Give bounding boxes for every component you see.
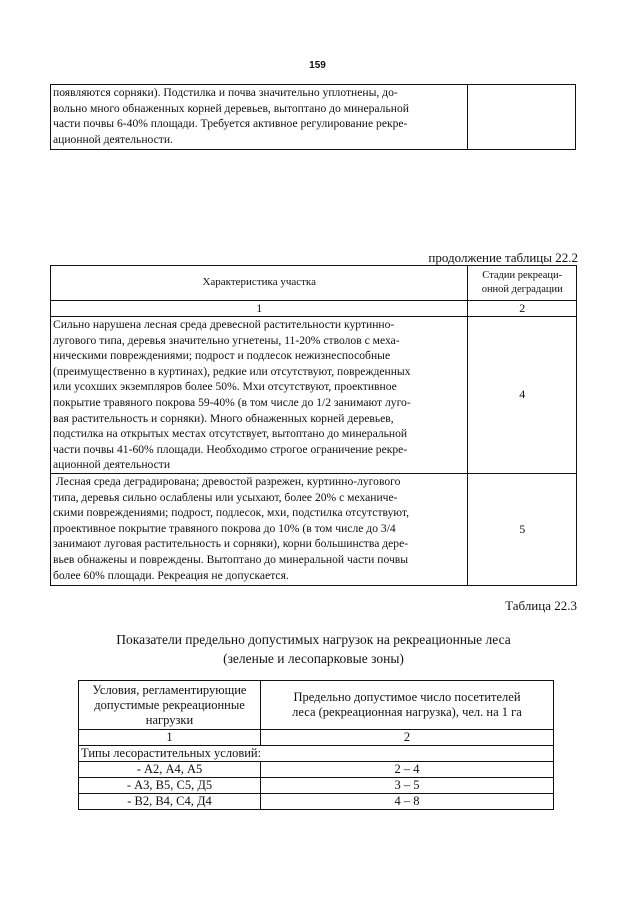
text-line: скими повреждениями; подрост, подлесок, мхи, подстилка отсутствуют, bbox=[53, 506, 409, 520]
text-line: части почвы 41-60% площади. Необходимо строгое ограничение рекре- bbox=[53, 442, 408, 456]
table-row bbox=[79, 762, 554, 778]
header-conditions bbox=[79, 681, 261, 730]
characteristic-cell bbox=[51, 474, 468, 586]
column-number: 2 bbox=[468, 301, 577, 317]
caption-line: (зеленые и лесопарковые зоны) bbox=[223, 651, 404, 666]
header-degradation-stage bbox=[468, 266, 577, 301]
group-row bbox=[79, 746, 554, 762]
text-line: (преимущественно в куртинах), редкие или отсутствуют, поврежденных bbox=[53, 364, 411, 378]
text-line: вольно много обнаженных корней деревьев, вытоптано до минеральной bbox=[53, 101, 409, 115]
text-line: Лесная среда деградирована; древостой разрежен, куртинно-лугового bbox=[53, 475, 401, 488]
table-header-row bbox=[51, 266, 577, 301]
text-line: лугового типа, деревья значительно угнетены, 11-20% стволов с меха- bbox=[53, 333, 400, 347]
characteristic-cell bbox=[51, 317, 468, 474]
visitor-limit-cell: 4 – 8 bbox=[261, 794, 554, 810]
header-line: Условия, регламентирующие bbox=[92, 682, 247, 697]
text-line: подстилка на открытых местах отсутствует, вытоптано до минеральной bbox=[53, 427, 408, 441]
header-line: леса (рекреационная нагрузка), чел. на 1 га bbox=[292, 705, 522, 719]
text-line: ационной деятельности. bbox=[53, 132, 173, 146]
table-22-2 bbox=[50, 265, 577, 586]
column-number-row bbox=[79, 730, 554, 746]
table-header-row bbox=[79, 681, 554, 730]
text-line: типа, деревья сильно ослаблены или усыхают, более 20% с механиче- bbox=[53, 490, 398, 504]
stage-cell: 4 bbox=[468, 317, 577, 474]
text-line: проективное покрытие травяного покрова до 10% (в том числе до 3/4 bbox=[53, 521, 396, 535]
header-visitor-limit bbox=[261, 681, 554, 730]
column-number: 2 bbox=[261, 730, 554, 746]
table-22-3 bbox=[78, 680, 554, 810]
column-number: 1 bbox=[79, 730, 261, 746]
text-line: более 60% площади. Рекреация не допускается. bbox=[53, 568, 289, 582]
text-line: ническими повреждениями; подрост и подлесок нежизнеспособные bbox=[53, 349, 391, 363]
forest-types-cell: - А2, А4, А5 bbox=[79, 762, 261, 778]
table-row bbox=[79, 794, 554, 810]
visitor-limit-cell: 2 – 4 bbox=[261, 762, 554, 778]
table-row bbox=[79, 778, 554, 794]
page-number: 159 bbox=[309, 60, 326, 71]
text-line: вьев обнажены и повреждены. Вытоптано до минеральной части почвы bbox=[53, 552, 409, 566]
table-row bbox=[51, 474, 577, 586]
table-continuation-label: продолжение таблицы 22.2 bbox=[428, 250, 578, 265]
visitor-limit-cell: 3 – 5 bbox=[261, 778, 554, 794]
text-line: ационной деятельности bbox=[53, 458, 171, 472]
previous-page-table-fragment bbox=[50, 84, 576, 150]
text-line: или усохших экземпляров более 50%. Мхи отсутствуют, проективное bbox=[53, 380, 397, 394]
header-line: Предельно допустимое число посетителей bbox=[293, 690, 521, 704]
text-line: части почвы 6-40% площади. Требуется активное регулирование рекре- bbox=[53, 117, 408, 131]
text-line: покрытие травяного покрова 59-40% (в том числе до 1/2 занимают луго- bbox=[53, 395, 411, 409]
column-number: 1 bbox=[51, 301, 468, 317]
header-line: допустимые рекреационные bbox=[94, 697, 245, 712]
fragment-text-cell bbox=[51, 85, 468, 150]
table-row bbox=[51, 317, 577, 474]
table-22-3-label: Таблица 22.3 bbox=[505, 598, 577, 613]
forest-types-cell: - В2, В4, С4, Д4 bbox=[79, 794, 261, 810]
text-line: появляются сорняки). Подстилка и почва значительно уплотнены, до- bbox=[53, 86, 398, 99]
text-line: занимают луговая растительность и сорняки), корни большинства дере- bbox=[53, 537, 409, 551]
fragment-stage-cell bbox=[468, 85, 576, 150]
caption-line: Показатели предельно допустимых нагрузок на рекреационные леса bbox=[116, 632, 511, 647]
header-line: Стадии рекреаци- bbox=[482, 270, 563, 281]
header-line: нагрузки bbox=[145, 712, 194, 727]
text-line: Сильно нарушена лесная среда древесной растительности куртинно- bbox=[53, 318, 395, 331]
text-line: вая растительность и сорняки). Много обнаженных корней деревьев, bbox=[53, 411, 394, 425]
forest-types-cell: - А3, В5, С5, Д5 bbox=[79, 778, 261, 794]
header-characteristic: Характеристика участка bbox=[51, 266, 468, 301]
header-line: онной деградации bbox=[481, 284, 563, 295]
forest-conditions-group-label: Типы лесорастительных условий: bbox=[79, 746, 554, 762]
table-row bbox=[51, 85, 576, 150]
table-22-3-caption bbox=[50, 630, 577, 668]
stage-cell: 5 bbox=[468, 474, 577, 586]
column-number-row bbox=[51, 301, 577, 317]
